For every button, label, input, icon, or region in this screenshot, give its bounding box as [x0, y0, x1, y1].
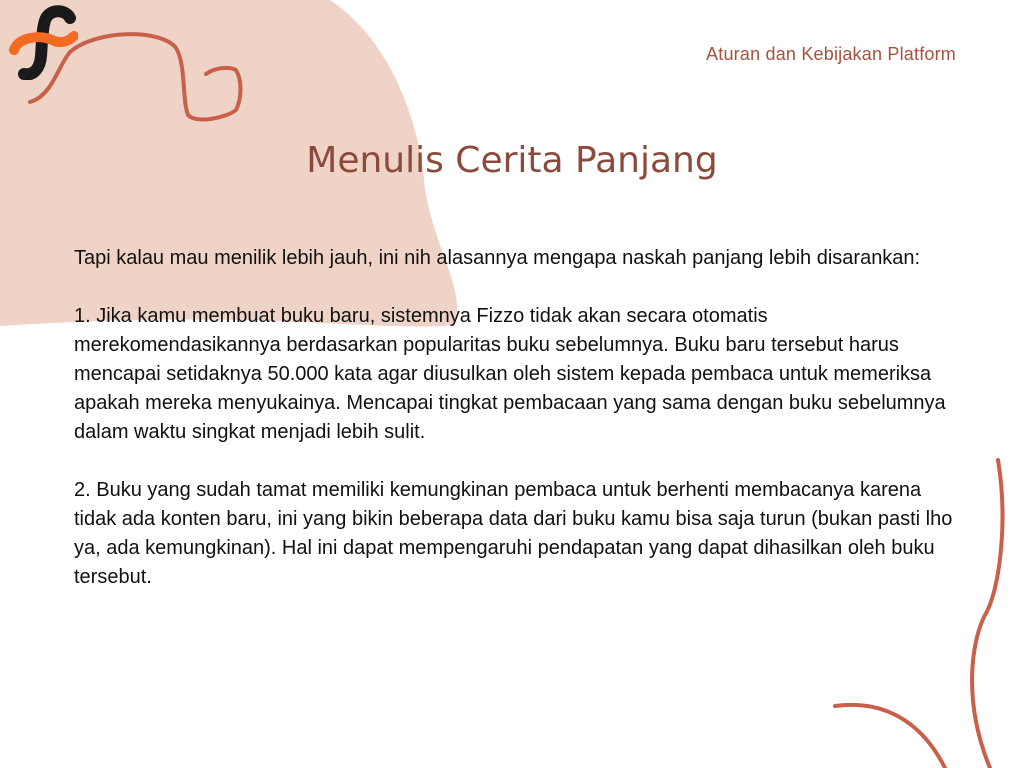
slide-body	[74, 244, 954, 621]
fizzo-logo-icon	[8, 4, 78, 80]
slide-title: Menulis Cerita Panjang	[306, 140, 718, 181]
point-two-paragraph: 2. Buku yang sudah tamat memiliki kemungkinan pembaca untuk berhenti membacanya karena tidak ada konten baru, ini yang bikin beberapa data dari buku kamu bisa saja turun (bukan pasti lho ya, ada kemungkinan). Hal ini dapat mempengaruhi pendapatan yang dapat dihasilkan oleh buku tersebut.	[74, 479, 953, 588]
slide-header: Aturan dan Kebijakan Platform	[706, 44, 956, 64]
intro-paragraph: Tapi kalau mau menilik lebih jauh, ini nih alasannya mengapa naskah panjang lebih disarankan:	[74, 247, 921, 269]
squiggle-bottom-right-line	[972, 460, 1002, 768]
squiggle-bottom-curve-line	[835, 705, 945, 768]
point-one-paragraph: 1. Jika kamu membuat buku baru, sistemnya Fizzo tidak akan secara otomatis merekomendasikannya berdasarkan popularitas buku sebelumnya. Buku baru tersebut harus mencapai setidaknya 50.000 kata agar diusulkan oleh sistem kepada pembaca untuk memeriksa apakah mereka menyukainya. Mencapai tingkat pembacaan yang sama dengan buku sebelumnya dalam waktu singkat menjadi lebih sulit.	[74, 305, 946, 443]
